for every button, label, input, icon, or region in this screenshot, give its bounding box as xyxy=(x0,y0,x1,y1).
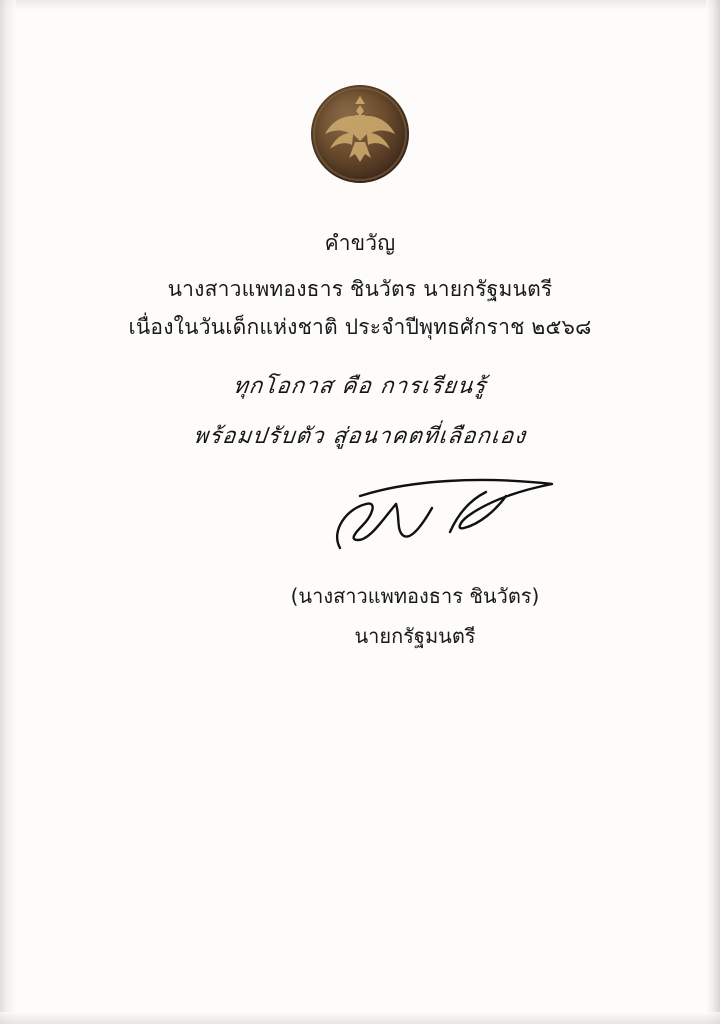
royal-emblem xyxy=(311,85,409,183)
author-line: นางสาวแพทองธาร ชินวัตร นายกรัฐมนตรี xyxy=(167,277,553,301)
motto-line-1: ทุกโอกาส คือ การเรียนรู้ xyxy=(231,374,488,399)
occasion-line: เนื่องในวันเด็กแห่งชาติ ประจำปีพุทธศักราช ๒๕๖๘ xyxy=(128,315,592,339)
document-heading: คำขวัญ xyxy=(324,231,396,255)
signature-position: นายกรัฐมนตรี xyxy=(354,624,476,648)
handwritten-signature xyxy=(300,470,600,560)
motto-line-2: พร้อมปรับตัว สู่อนาคตที่เลือกเอง xyxy=(192,424,528,449)
page-edge-bottom xyxy=(0,1012,720,1024)
signature-name: (นางสาวแพทองธาร ชินวัตร) xyxy=(290,584,540,608)
page-edge-top xyxy=(0,0,720,10)
page-edge-left xyxy=(0,0,16,1024)
page-edge-right xyxy=(706,0,720,1024)
garuda-seal-icon xyxy=(311,85,409,183)
